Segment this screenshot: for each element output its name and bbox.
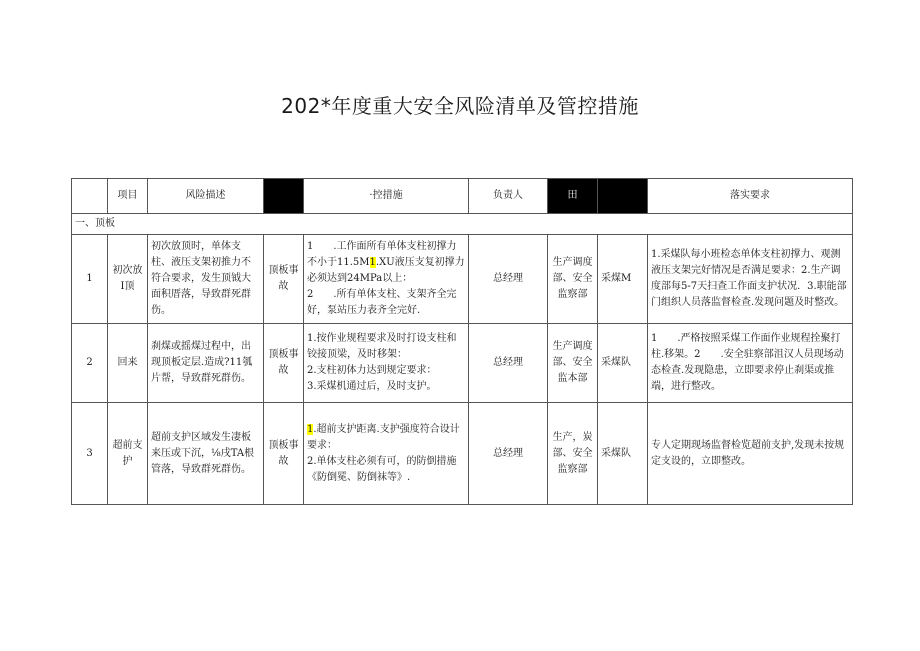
header-row [72, 179, 853, 214]
row-no: 2 [72, 324, 108, 403]
row-type: 顶板事故 [264, 235, 304, 324]
risk-table [71, 178, 853, 505]
row-measures [304, 324, 469, 403]
highlight-mark: 1 [307, 423, 314, 435]
row-type: 顶板事故 [264, 403, 304, 505]
row-item: 回来 [108, 324, 148, 403]
row-require: 1.采煤队每小班检态单体支柱初撑力、观测液压支架完好情况是否满足要求：2.生产调度部每5-7天扫查工作面支护状况．3.职能部门组织人员落监督检查.发现问题及时整改。 [648, 235, 853, 324]
header-blank [72, 179, 108, 214]
page-title: 202*年度重大安全风险清单及管控措施 [281, 94, 639, 118]
row-require: 1 .严格按照采煤工作面作业规程拴聚打柱.移架。2 .安全驻察部沮汉人员现场动态检查.发现隐患，立即要求停止刹渠或推端，进行整改。 [648, 324, 853, 403]
header-redacted [264, 179, 304, 214]
row-dept: 生产调度部、安全监本部 [548, 324, 598, 403]
row-desc: 超前支护区域发生凄板来压或下沉，⅛戌TA根管落，导致群死群伤。 [148, 403, 264, 505]
measure-line: 1.按作业规程要求及时打设支柱和铰接顶梁，及时移架： [307, 333, 457, 360]
section-title: 一、顶板 [72, 214, 853, 235]
row-team: 采煤队 [598, 324, 648, 403]
row-owner: 总经理 [469, 235, 548, 324]
measure-line: 3.采煤机通过后，及时支护。 [307, 381, 437, 392]
measure-line: 1 .工作面所有单体支柱初撑力不小于11.5M [307, 241, 457, 268]
row-dept: 生产调度部、安全监察部 [548, 235, 598, 324]
table-row [72, 235, 853, 324]
row-item: 超前支护 [108, 403, 148, 505]
measure-line: 2.支柱初体力达到规定要求： [307, 365, 437, 376]
row-type: 顶板事故 [264, 324, 304, 403]
row-owner: 总经理 [469, 324, 548, 403]
table-row [72, 403, 853, 505]
highlight-mark: 1 [369, 257, 376, 268]
row-no: 3 [72, 403, 108, 505]
measure-line: 2 .所有单体支柱、支架齐全完好，泵站压力表齐全完好. [307, 289, 457, 316]
row-owner: 总经理 [469, 403, 548, 505]
header-item: 项目 [108, 179, 148, 214]
header-grid-icon: 田 [548, 179, 598, 214]
section-row [72, 214, 853, 235]
row-measures [304, 235, 469, 324]
header-desc: 风险描述 [148, 179, 264, 214]
row-dept: 生产，炭部、安全监察部 [548, 403, 598, 505]
row-item: 初次放I顶 [108, 235, 148, 324]
row-desc: 初次放顶时，单体支柱、液压支架初推力不符合要求，发生顶钺大面积厝落，导致群死群伤。 [148, 235, 264, 324]
header-owner: 负责人 [469, 179, 548, 214]
header-require: 落实要求 [648, 179, 853, 214]
row-no: 1 [72, 235, 108, 324]
row-desc: 刹煤或摇煤过程中，出现顶板定层.造成?11瓠片帮，导致群死群伤。 [148, 324, 264, 403]
row-team: 采煤队 [598, 403, 648, 505]
header-redacted-2 [598, 179, 648, 214]
row-require: 专人定期现场监督检览超前支护,发现未按规定支设的，立即整改。 [648, 403, 853, 505]
table-row [72, 324, 853, 403]
measure-line: .超前支护距离.支护强度符合设计要求： [307, 423, 460, 451]
measure-line: 2.单体支柱必须有可，的防倒措施《防倒冕、防倒袜等》. [307, 455, 457, 483]
row-team: 采煤M [598, 235, 648, 324]
header-measures: ·控措施 [304, 179, 469, 214]
measure-line: .XU液压支复初撑力必须达到24MPa以上： [307, 257, 465, 284]
row-measures [304, 403, 469, 505]
